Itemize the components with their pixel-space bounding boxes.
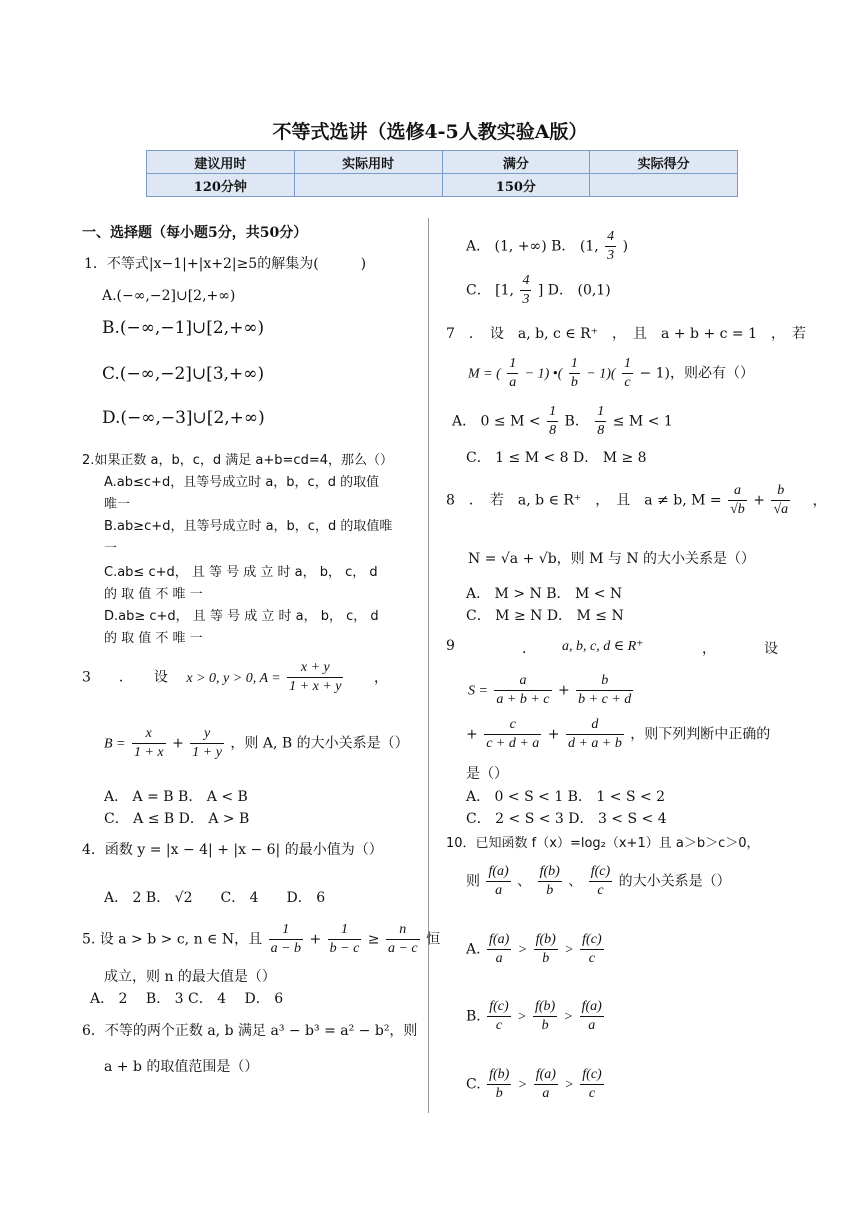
q1-option-a: A.(−∞,−2]∪[2,+∞) [102,288,236,304]
q3-fraction-a: $\frac{x + y}{1 + x + y}$ [289,660,342,694]
q4-stem: 4．函数 y = |x − 4| + |x − 6| 的最小值为（） [82,842,383,858]
q6-options-cd [466,272,611,309]
q5-line2: 成立，则 n 的最大值是（） [104,969,276,985]
q8-options-cd: C． M ≥ N D． M ≤ N [466,608,624,624]
q9-s-prefix: S = [468,683,488,699]
q6-cd-end: ] D． (0,1) [537,282,611,299]
q7-options-ab [452,403,673,440]
q7-m-part3: − 1)，则必有（） [639,365,755,382]
q10-fraction-b: $\frac{f(b)}{b}$ [539,864,560,898]
q2-option-b-line1: B.ab≥c+d，且等号成立时 a，b，c，d 的取值唯 [104,519,393,534]
q3-options-cd: C． A ≤ B D． A > B [104,811,250,827]
q10-c-label: C. [466,1076,481,1093]
q9-s-expression [468,672,635,709]
q5-fraction-1: $\frac{1}{a - b}$ [270,922,302,956]
q10-tail: 的大小关系是（） [618,873,731,890]
q8-fraction-2: $\frac{b}{√a}$ [773,483,789,517]
value-actual-time [294,174,442,197]
q1-stem: 1．不等式|x−1|+|x+2|≥5的解集为( ) [84,256,367,272]
section-heading: 一、选择题（每小题5分，共50分） [82,225,308,241]
q10-c-frac1: $\frac{f(b)}{b}$ [489,1067,510,1101]
q8-fraction-1: $\frac{a}{√b}$ [730,483,745,517]
q1-option-c: C.(−∞,−2]∪[3,+∞) [102,364,265,384]
q10-a-label: A. [466,941,481,958]
q7-stem: 7 ． 设 a, b, c ∈ R⁺ ， 且 a + b + c = 1 ， 若 [446,326,807,342]
q6-stem: 6．不等的两个正数 a, b 满足 a³ − b³ = a² − b²，则 [82,1023,418,1039]
q10-stem: 10．已知函数 f（x）=log₂（x+1）且 a＞b＞c＞0， [446,836,760,851]
info-header-row [147,151,738,174]
page-title: 不等式选讲（选修4-5人教实验A版） [272,121,588,143]
q7-fraction-ab1: $\frac{1}{8}$ [549,404,557,438]
header-actual-score: 实际得分 [590,151,738,174]
q10-a-frac2: $\frac{f(b)}{b}$ [535,932,556,966]
q10-option-c [466,1066,606,1103]
q10-fraction-a: $\frac{f(a)}{a}$ [488,864,509,898]
q3-b-label: B = [104,736,126,752]
q10-c-frac3: $\frac{f(c)}{c}$ [582,1067,602,1101]
q5-stem [82,921,440,958]
header-full-score: 满分 [442,151,590,174]
q3-fraction-b2: $\frac{y}{1 + y}$ [192,726,222,760]
q9-options-cd: C． 2 < S < 3 D． 3 < S < 4 [466,811,667,827]
q7-m-expression [468,355,754,392]
q3-options-ab: A． A = B B． A < B [104,789,248,805]
q10-a-frac1: $\frac{f(a)}{a}$ [489,932,510,966]
q9-fraction-b: $\frac{b}{b + c + d}$ [578,673,632,707]
q6-ab-end: ) [622,238,629,255]
q3-number: 3 ． 设 [82,669,168,686]
q6-fraction-cd: $\frac{4}{3}$ [522,273,530,307]
q5-options: A． 2 B． 3 C． 4 D． 6 [90,991,284,1007]
q10-ze: 则 [466,873,480,890]
q1-option-b: B.(−∞,−1]∪[2,+∞) [102,318,265,338]
value-actual-score [590,174,738,197]
q7-ab-end: ≤ M < 1 [612,413,673,430]
q9-fraction-a: $\frac{a}{a + b + c}$ [496,673,550,707]
q9-plus2: + [466,726,478,743]
q7-fraction-ab2: $\frac{1}{8}$ [597,404,605,438]
q10-a-gt2: > [564,942,574,958]
q9-dot: ． [522,641,536,657]
q2-option-b-line2: 一 [104,541,118,556]
q6-ab-prefix: A． (1, +∞) B． (1, [466,238,599,255]
q5-plus: + [309,931,322,948]
q7-fraction-a: $\frac{1}{a}$ [509,356,517,390]
header-actual-time: 实际用时 [294,151,442,174]
q9-line3: 是（） [466,766,508,782]
q3-fraction-b1: $\frac{x}{1 + x}$ [133,726,164,760]
q9-she: 设 [764,641,778,657]
q8-comma: ， [812,492,827,509]
q2-stem: 2.如果正数 a，b，c，d 满足 a+b=cd=4，那么（） [82,453,393,468]
q4-options: A． 2 B． √2 C． 4 D． 6 [104,890,326,906]
header-suggested-time: 建议用时 [147,151,295,174]
q9-tail: ，则下列判断中正确的 [630,726,771,743]
q9-fraction-c: $\frac{c}{c + d + a}$ [486,717,540,751]
column-divider [428,218,429,1113]
q7-fraction-c: $\frac{1}{c}$ [624,356,632,390]
q10-option-a [466,931,606,968]
q3-condition: x > 0, y > 0, A = [186,670,281,686]
q10-a-gt1: > [517,942,528,958]
q2-option-c-line1: C.ab≤ c+d， 且 等 号 成 立 时 a， b， c， d [104,565,378,580]
info-table [146,150,738,197]
q9-number: 9 [446,638,455,654]
q6-line2: a + b 的取值范围是（） [104,1059,259,1075]
q10-option-b [466,998,606,1035]
q6-fraction-ab: $\frac{4}{3}$ [607,229,615,263]
value-full-score: 150分 [442,174,590,197]
q9-plus3: + [547,726,560,743]
q3-tail: ，则 A, B 的大小关系是（） [230,735,409,752]
q9-fraction-d: $\frac{d}{d + a + b}$ [567,717,622,751]
q10-b-gt2: > [563,1009,574,1025]
q5-ge: ≥ [367,931,380,948]
q10-sep2: 、 [568,873,583,890]
q7-m-part2: − 1)( [586,366,616,382]
q7-ab-b: B． [564,413,589,430]
q2-option-d-line2: 的 取 值 不 唯 一 [104,631,203,646]
q8-options-ab: A． M > N B． M < N [466,586,623,602]
q10-b-frac3: $\frac{f(a)}{a}$ [581,999,602,1033]
info-value-row [147,174,738,197]
q7-ab-prefix: A． 0 ≤ M < [452,413,541,430]
q10-a-frac3: $\frac{f(c)}{c}$ [582,932,602,966]
q2-option-a-line1: A.ab≤c+d，且等号成立时 a，b，c，d 的取值 [104,475,380,490]
q9-comma: ， [702,641,716,657]
q3-stem [82,659,388,696]
q10-fraction-c: $\frac{f(c)}{c}$ [590,864,611,898]
q2-option-a-line2: 唯一 [104,497,131,512]
q10-expression [466,863,731,900]
q6-options-ab [466,228,628,265]
q9-options-ab: A． 0 < S < 1 B． 1 < S < 2 [466,789,666,805]
q2-option-c-line2: 的 取 值 不 唯 一 [104,587,203,602]
q6-cd-prefix: C． [1, [466,282,514,299]
q5-fraction-2: $\frac{1}{b - c}$ [329,922,360,956]
q2-option-d-line1: D.ab≥ c+d， 且 等 号 成 立 时 a， b， c， d [104,609,379,624]
value-suggested-time: 120分钟 [147,174,295,197]
q9-plus: + [557,682,570,699]
q7-m-part1: − 1) •( [524,366,563,382]
q10-c-gt1: > [517,1077,528,1093]
q10-c-gt2: > [564,1077,574,1093]
q5-prefix: 5. 设 a > b > c, n ∈ N，且 [82,931,263,948]
q10-c-frac2: $\frac{f(a)}{a}$ [535,1067,556,1101]
q7-options-cd: C． 1 ≤ M < 8 D． M ≥ 8 [466,450,647,466]
q7-m-prefix: M = ( [468,366,501,382]
q8-line2: N = √a + √b，则 M 与 N 的大小关系是（） [468,551,756,567]
q8-plus: + [753,492,765,509]
q1-option-d: D.(−∞,−3]∪[2,+∞) [102,408,265,428]
q8-stem [446,482,827,519]
q9-condition: a, b, c, d ∈ R⁺ [562,639,644,654]
q3-b-expression [104,725,409,762]
q10-sep1: 、 [517,873,532,890]
q5-suffix: 恒 [426,931,441,948]
q8-prefix: 8 ． 若 a, b ∈ R⁺ ， 且 a ≠ b, M = [446,492,722,509]
q9-s-expression-2 [466,716,770,753]
q5-fraction-3: $\frac{n}{a - c}$ [387,922,418,956]
q10-b-gt1: > [517,1009,527,1025]
q3-comma: ， [373,669,388,686]
q3-plus: + [172,735,184,752]
q10-b-frac2: $\frac{f(b)}{b}$ [535,999,556,1033]
q10-b-label: B. [466,1008,481,1025]
q10-b-frac1: $\frac{f(c)}{c}$ [489,999,509,1033]
q7-fraction-b: $\frac{1}{b}$ [570,356,578,390]
